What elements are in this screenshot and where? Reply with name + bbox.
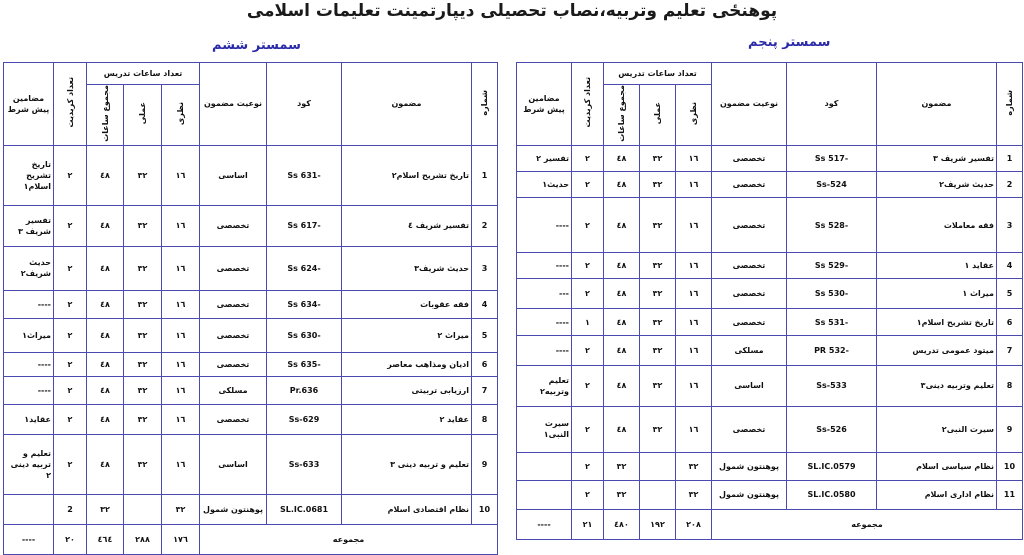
cell-code: -630 Ss [267, 318, 342, 352]
cell-type: تخصصی [712, 309, 787, 335]
total-credits: ٢١ [572, 509, 604, 539]
cell-no: 5 [472, 318, 498, 352]
total-label: مجموعه [712, 509, 1023, 539]
cell-prereq: میراث١ [4, 318, 54, 352]
cell-total: ٤٨ [604, 279, 640, 309]
total-total: ٤٨٠ [604, 509, 640, 539]
cell-theory: ١٦ [676, 406, 712, 453]
cell-practical [640, 481, 676, 509]
cell-credits: ٢ [54, 145, 87, 205]
table-row [517, 172, 1023, 198]
cell-practical: ٣٢ [124, 318, 162, 352]
cell-prereq: تفسیر شریف ٣ [4, 205, 54, 246]
cell-code: -532 PR [787, 335, 877, 365]
cell-theory: ١٦ [676, 279, 712, 309]
cell-total: ٤٨ [87, 318, 124, 352]
table-row [4, 404, 498, 434]
cell-credits: ٢ [572, 481, 604, 509]
total-prereq: ---- [517, 509, 572, 539]
header-type: نوعیت مضمون [200, 63, 267, 146]
cell-practical: ٣٢ [124, 352, 162, 376]
header-credits: تعداد کریدیت [572, 63, 604, 146]
header-hours-group: تعداد ساعات تدریس [604, 63, 712, 85]
cell-type: تخصصی [200, 318, 267, 352]
cell-practical: ٣٢ [124, 404, 162, 434]
cell-total: ٤٨ [604, 335, 640, 365]
header-total-hours: مجموع ساعات [87, 85, 124, 146]
table-row [517, 335, 1023, 365]
cell-credits: ٢ [572, 335, 604, 365]
cell-no: 3 [472, 246, 498, 290]
header-no: شماره [997, 63, 1023, 146]
table-row [517, 198, 1023, 253]
table-row [517, 481, 1023, 509]
cell-subject: نظام اقتصادی اسلام [342, 494, 472, 524]
cell-no: 7 [997, 335, 1023, 365]
cell-no: 11 [997, 481, 1023, 509]
cell-code: SL.IC.0580 [787, 481, 877, 509]
cell-credits: ١ [572, 309, 604, 335]
semester-6-table [3, 62, 498, 555]
cell-code: SL.IC.0681 [267, 494, 342, 524]
cell-prereq: ---- [4, 352, 54, 376]
cell-type: تخصصی [712, 406, 787, 453]
cell-no: 10 [997, 453, 1023, 481]
cell-credits: ٢ [54, 290, 87, 318]
cell-subject: حدیث شریف٢ [877, 172, 997, 198]
header-practical: عملی [640, 85, 676, 146]
cell-total: ٤٨ [87, 352, 124, 376]
cell-credits: ٢ [54, 205, 87, 246]
cell-total: ٤٨ [87, 290, 124, 318]
cell-code: -635 Ss [267, 352, 342, 376]
cell-no: 6 [472, 352, 498, 376]
total-prereq: ---- [4, 524, 54, 554]
cell-code: Ss-526 [787, 406, 877, 453]
cell-type: تخصصی [712, 145, 787, 171]
cell-prereq: عقاید١ [4, 404, 54, 434]
cell-prereq: --- [517, 279, 572, 309]
cell-type: تخصصی [200, 404, 267, 434]
cell-credits: ٢ [572, 453, 604, 481]
cell-subject: تعلیم و تربیه دینی ٣ [342, 434, 472, 494]
cell-credits: ٢ [54, 246, 87, 290]
cell-total: ٣٢ [87, 494, 124, 524]
cell-credits: ٢ [572, 279, 604, 309]
cell-prereq: تعلیم و تربیه دینی ٢ [4, 434, 54, 494]
cell-no: 2 [997, 172, 1023, 198]
cell-practical: ٣٢ [640, 198, 676, 253]
cell-theory: ١٦ [162, 376, 200, 404]
cell-prereq: تاریخ تشریح اسلام١ [4, 145, 54, 205]
cell-practical: ٣٢ [640, 145, 676, 171]
cell-practical [124, 494, 162, 524]
cell-no: 6 [997, 309, 1023, 335]
cell-theory: ١٦ [162, 246, 200, 290]
cell-practical: ٣٢ [640, 309, 676, 335]
cell-prereq: تفسیر ٢ [517, 145, 572, 171]
cell-practical: ٣٢ [640, 406, 676, 453]
cell-total: ٤٨ [87, 376, 124, 404]
cell-total: ٤٨ [87, 434, 124, 494]
cell-credits: ٢ [54, 318, 87, 352]
cell-total: ٤٨ [604, 309, 640, 335]
cell-type: تخصصی [200, 352, 267, 376]
cell-credits: ٢ [572, 366, 604, 406]
cell-prereq: ---- [517, 309, 572, 335]
cell-no: 5 [997, 279, 1023, 309]
cell-no: 1 [997, 145, 1023, 171]
cell-code: Ss-533 [787, 366, 877, 406]
cell-theory: ١٦ [676, 335, 712, 365]
total-theory: ٢٠٨ [676, 509, 712, 539]
cell-type: پوهنتون شمول [712, 481, 787, 509]
table-row [517, 453, 1023, 481]
cell-prereq [517, 453, 572, 481]
cell-practical: ٣٢ [640, 335, 676, 365]
header-theory: نظری [676, 85, 712, 146]
table-row [517, 145, 1023, 171]
table-row [4, 434, 498, 494]
cell-prereq [4, 494, 54, 524]
cell-practical: ٣٢ [124, 145, 162, 205]
cell-practical: ٣٢ [124, 376, 162, 404]
cell-total: ٤٨ [604, 252, 640, 278]
cell-credits: ٢ [54, 434, 87, 494]
cell-credits: ٢ [572, 145, 604, 171]
total-practical: ٢٨٨ [124, 524, 162, 554]
cell-subject: عقاید ١ [877, 252, 997, 278]
cell-code: -530 Ss [787, 279, 877, 309]
cell-credits: ٢ [54, 404, 87, 434]
cell-subject: میتود عمومی تدریس [877, 335, 997, 365]
cell-subject: نظام اداری اسلام [877, 481, 997, 509]
cell-no: 8 [997, 366, 1023, 406]
cell-total: ٤٨ [604, 145, 640, 171]
cell-prereq: ---- [4, 290, 54, 318]
cell-type: مسلکی [200, 376, 267, 404]
cell-subject: نظام سیاسی اسلام [877, 453, 997, 481]
cell-prereq: ---- [517, 252, 572, 278]
cell-theory: ١٦ [676, 366, 712, 406]
cell-subject: حدیث شریف٣ [342, 246, 472, 290]
cell-credits: ٢ [572, 252, 604, 278]
cell-prereq: حدیث١ [517, 172, 572, 198]
cell-prereq: ---- [517, 335, 572, 365]
cell-practical: ٣٢ [640, 279, 676, 309]
cell-type: تخصصی [200, 246, 267, 290]
cell-no: 7 [472, 376, 498, 404]
cell-type: تخصصی [200, 290, 267, 318]
cell-theory: ٣٢ [162, 494, 200, 524]
semester-title-right: سمستر پنجم [748, 35, 831, 50]
table-row [4, 376, 498, 404]
total-practical: ١٩٢ [640, 509, 676, 539]
cell-code: -531 Ss [787, 309, 877, 335]
cell-practical: ٣٢ [124, 246, 162, 290]
cell-total: ٣٢ [604, 481, 640, 509]
header-hours-group: تعداد ساعات تدریس [87, 63, 200, 85]
cell-theory: ١٦ [162, 404, 200, 434]
cell-type: تخصصی [712, 252, 787, 278]
total-row [517, 509, 1023, 539]
cell-total: ٤٨ [604, 198, 640, 253]
cell-subject: تعلیم وتربیه دینی٣ [877, 366, 997, 406]
cell-theory: ١٦ [162, 434, 200, 494]
cell-total: ٤٨ [87, 205, 124, 246]
cell-subject: تفسیر شریف ٤ [342, 205, 472, 246]
cell-theory: ٣٢ [676, 453, 712, 481]
cell-code: -528 Ss [787, 198, 877, 253]
cell-theory: ١٦ [676, 172, 712, 198]
total-label: مجموعه [200, 524, 498, 554]
cell-code: Pr.636 [267, 376, 342, 404]
header-practical: عملی [124, 85, 162, 146]
cell-no: 4 [997, 252, 1023, 278]
cell-theory: ١٦ [676, 145, 712, 171]
cell-prereq: ---- [4, 376, 54, 404]
cell-type: پوهنتون شمول [712, 453, 787, 481]
table-row [4, 246, 498, 290]
table-row [517, 366, 1023, 406]
header-type: نوعیت مضمون [712, 63, 787, 146]
cell-subject: تفسیر شریف ٣ [877, 145, 997, 171]
semester-title-left: سمستر ششم [212, 38, 301, 53]
cell-subject: تاریخ تشریح اسلام٢ [342, 145, 472, 205]
cell-subject: فقه عقوبات [342, 290, 472, 318]
cell-type: تخصصی [712, 172, 787, 198]
cell-type: تخصصی [712, 279, 787, 309]
cell-practical [640, 453, 676, 481]
cell-no: 9 [997, 406, 1023, 453]
cell-total: ٤٨ [604, 172, 640, 198]
cell-credits: ٢ [572, 198, 604, 253]
cell-type: پوهنتون شمول [200, 494, 267, 524]
table-row [4, 205, 498, 246]
table-row [517, 406, 1023, 453]
cell-prereq: حدیث شریف٢ [4, 246, 54, 290]
table-row [4, 494, 498, 524]
cell-no: 1 [472, 145, 498, 205]
cell-prereq: تعلیم وتربیه٢ [517, 366, 572, 406]
header-code: کود [267, 63, 342, 146]
cell-theory: ١٦ [162, 290, 200, 318]
cell-credits: ٢ [54, 376, 87, 404]
header-subject: مضمون [342, 63, 472, 146]
table-row [517, 309, 1023, 335]
cell-no: 2 [472, 205, 498, 246]
semester-5-table [516, 62, 1023, 540]
header-prereq: مضامین پیش شرط [517, 63, 572, 146]
cell-total: ٤٨ [87, 145, 124, 205]
header-subject: مضمون [877, 63, 997, 146]
header-prereq: مضامین پیش شرط [4, 63, 54, 146]
cell-code: -631 Ss [267, 145, 342, 205]
table-row [4, 352, 498, 376]
total-total: ٤٦٤ [87, 524, 124, 554]
cell-type: اساسی [200, 145, 267, 205]
header-credits: تعداد کریدیت [54, 63, 87, 146]
cell-type: اساسی [200, 434, 267, 494]
page-title: پوهنځی تعلیم وتربیه،نصاب تحصیلی دیپارتمینت تعلیمات اسلامی [246, 1, 778, 21]
cell-practical: ٣٢ [640, 252, 676, 278]
cell-subject: تاریخ تشریح اسلام١ [877, 309, 997, 335]
cell-code: -634 Ss [267, 290, 342, 318]
header-theory: نظری [162, 85, 200, 146]
cell-no: 8 [472, 404, 498, 434]
cell-credits: ٢ [572, 406, 604, 453]
cell-subject: ارزیابی تربیتی [342, 376, 472, 404]
cell-type: تخصصی [712, 198, 787, 253]
cell-theory: ١٦ [162, 145, 200, 205]
cell-type: مسلکی [712, 335, 787, 365]
cell-total: ٤٨ [87, 404, 124, 434]
cell-practical: ٣٢ [124, 290, 162, 318]
cell-practical: ٣٢ [640, 366, 676, 406]
total-row [4, 524, 498, 554]
cell-no: 3 [997, 198, 1023, 253]
cell-code: -624 Ss [267, 246, 342, 290]
cell-theory: ١٦ [162, 352, 200, 376]
cell-total: ٤٨ [604, 406, 640, 453]
table-row [517, 279, 1023, 309]
total-theory: ١٧٦ [162, 524, 200, 554]
cell-subject: میراث ١ [877, 279, 997, 309]
cell-theory: ١٦ [676, 252, 712, 278]
cell-no: 10 [472, 494, 498, 524]
header-total-hours: مجموع ساعات [604, 85, 640, 146]
cell-prereq [517, 481, 572, 509]
cell-no: 4 [472, 290, 498, 318]
cell-subject: فقه معاملات [877, 198, 997, 253]
cell-type: اساسی [712, 366, 787, 406]
cell-theory: ٣٢ [676, 481, 712, 509]
cell-type: تخصصی [200, 205, 267, 246]
cell-code: -517 Ss [787, 145, 877, 171]
cell-code: Ss-633 [267, 434, 342, 494]
cell-code: -617 Ss [267, 205, 342, 246]
table-row [517, 252, 1023, 278]
cell-practical: ٣٢ [124, 205, 162, 246]
cell-subject: عقاید ٢ [342, 404, 472, 434]
cell-theory: ١٦ [162, 318, 200, 352]
cell-total: ٤٨ [604, 366, 640, 406]
cell-prereq: ---- [517, 198, 572, 253]
cell-practical: ٣٢ [124, 434, 162, 494]
cell-subject: میراث ٢ [342, 318, 472, 352]
cell-theory: ١٦ [676, 198, 712, 253]
cell-credits: ٢ [572, 172, 604, 198]
cell-prereq: سیرت النبی١ [517, 406, 572, 453]
cell-theory: ١٦ [676, 309, 712, 335]
table-row [4, 145, 498, 205]
cell-code: -529 Ss [787, 252, 877, 278]
cell-theory: ١٦ [162, 205, 200, 246]
cell-credits: 2 [54, 494, 87, 524]
total-credits: ٢٠ [54, 524, 87, 554]
table-row [4, 318, 498, 352]
cell-code: Ss-629 [267, 404, 342, 434]
cell-subject: ادیان ومذاهب معاصر [342, 352, 472, 376]
cell-practical: ٣٢ [640, 172, 676, 198]
cell-no: 9 [472, 434, 498, 494]
table-row [4, 290, 498, 318]
cell-total: ٣٢ [604, 453, 640, 481]
header-no: شماره [472, 63, 498, 146]
cell-subject: سیرت النبی٢ [877, 406, 997, 453]
cell-code: Ss-524 [787, 172, 877, 198]
cell-credits: ٢ [54, 352, 87, 376]
cell-code: SL.IC.0579 [787, 453, 877, 481]
cell-total: ٤٨ [87, 246, 124, 290]
header-code: کود [787, 63, 877, 146]
